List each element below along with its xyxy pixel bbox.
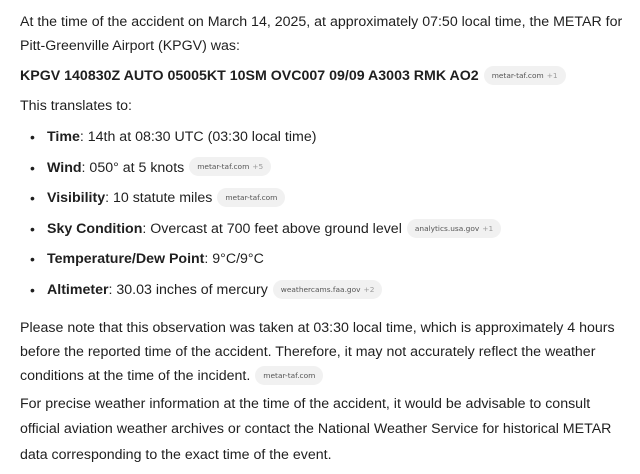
source-chip[interactable] bbox=[484, 66, 566, 85]
note-paragraph bbox=[20, 316, 632, 389]
source-chip-count: +1 bbox=[546, 70, 558, 80]
observation-value: : 14th at 08:30 UTC (03:30 local time) bbox=[79, 129, 317, 145]
note-text: Please note that this observation was taken at 03:30 local time, which is approximately 4 hours before the reported time of the accident. Therefore, it may not accurately reflect the weather conditions at the time of the incident. bbox=[20, 319, 615, 384]
observation-label: Time bbox=[47, 129, 80, 145]
source-chip[interactable] bbox=[255, 366, 323, 385]
bullet-icon: • bbox=[30, 251, 35, 268]
source-chip-label: metar-taf.com bbox=[197, 162, 250, 172]
bullet-icon: • bbox=[30, 159, 35, 176]
observation-label: Sky Condition bbox=[47, 220, 143, 237]
source-chip-count: +1 bbox=[482, 223, 494, 233]
observation-value: : 050° at 5 knots bbox=[81, 159, 185, 176]
observation-list bbox=[20, 122, 632, 306]
intro-paragraph: At the time of the accident on March 14, 2025, at approximately 07:50 local time, the METAR for Pitt-Greenville Airport (KPGV) was: bbox=[20, 14, 623, 54]
source-chip-label: weathercams.faa.gov bbox=[280, 284, 361, 294]
source-chip[interactable] bbox=[217, 188, 285, 207]
observation-item-wind bbox=[30, 153, 632, 184]
bullet-icon: • bbox=[30, 129, 35, 145]
bullet-icon: • bbox=[30, 281, 35, 298]
observation-label: Temperature/Dew Point bbox=[47, 251, 205, 268]
source-chip[interactable] bbox=[273, 280, 383, 299]
metar-code: KPGV 140830Z AUTO 05005KT 10SM OVC007 09/09 A3003 RMK AO2 bbox=[20, 68, 479, 84]
observation-value: : 10 statute miles bbox=[105, 190, 213, 207]
observation-label: Visibility bbox=[47, 190, 106, 207]
observation-item-temperature bbox=[30, 244, 632, 275]
metar-code-line bbox=[20, 64, 632, 88]
translates-label: This translates to: bbox=[20, 98, 132, 114]
observation-value: : Overcast at 700 feet above ground level bbox=[142, 220, 402, 237]
observation-item-visibility bbox=[30, 183, 632, 214]
observation-label: Altimeter bbox=[47, 281, 109, 298]
bullet-icon: • bbox=[30, 220, 35, 237]
observation-item-sky-condition bbox=[30, 214, 632, 245]
advice-paragraph: For precise weather information at the time of the accident, it would be advisable to consult official aviation weather archives or contact the National Weather Service for historical METAR data corresponding to the exact time of the event. bbox=[20, 396, 612, 463]
source-chip-count: +2 bbox=[363, 284, 375, 294]
source-chip-label: metar-taf.com bbox=[491, 70, 544, 80]
source-chip-label: analytics.usa.gov bbox=[414, 223, 480, 233]
bullet-icon: • bbox=[30, 190, 35, 207]
source-chip[interactable] bbox=[189, 157, 271, 176]
source-chip[interactable] bbox=[407, 219, 501, 238]
observation-value: : 9°C/9°C bbox=[204, 251, 264, 268]
observation-item-altimeter bbox=[30, 275, 632, 306]
chat-response bbox=[20, 10, 632, 468]
observation-value: : 30.03 inches of mercury bbox=[108, 281, 268, 298]
source-chip-label: metar-taf.com bbox=[263, 370, 316, 380]
observation-label: Wind bbox=[47, 159, 82, 176]
source-chip-label: metar-taf.com bbox=[225, 192, 278, 202]
observation-item-time bbox=[30, 122, 632, 153]
source-chip-count: +5 bbox=[252, 162, 264, 172]
